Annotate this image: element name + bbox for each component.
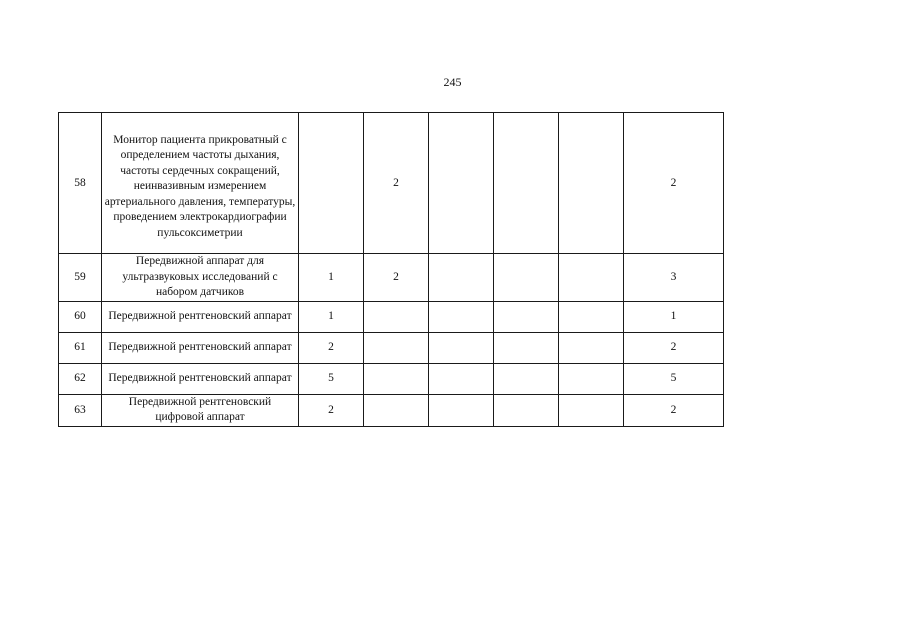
total-cell: 1 [624, 301, 724, 332]
quantity-cell [494, 332, 559, 363]
equipment-name-cell: Монитор пациента прикроватный с определением частоты дыхания, частоты сердечных сокращений, неинвазивным измерением артериального давления, температуры, проведением электрокардиографии пульсоксиметрии [102, 113, 299, 254]
quantity-cell [494, 363, 559, 394]
equipment-name-cell: Передвижной рентгеновский аппарат [102, 363, 299, 394]
equipment-name-cell: Передвижной рентгеновский аппарат [102, 332, 299, 363]
quantity-cell [364, 394, 429, 426]
quantity-cell [429, 332, 494, 363]
page-number: 245 [443, 75, 462, 89]
quantity-cell [559, 254, 624, 302]
quantity-cell [559, 301, 624, 332]
quantity-cell [429, 394, 494, 426]
quantity-cell [559, 394, 624, 426]
equipment-name-cell: Передвижной рентгеновский цифровой аппарат [102, 394, 299, 426]
total-cell: 2 [624, 394, 724, 426]
quantity-cell [559, 113, 624, 254]
quantity-cell: 2 [364, 254, 429, 302]
row-number-cell: 63 [59, 394, 102, 426]
total-cell: 5 [624, 363, 724, 394]
quantity-cell: 2 [299, 332, 364, 363]
quantity-cell [494, 394, 559, 426]
quantity-cell [494, 301, 559, 332]
table-row [59, 363, 724, 394]
quantity-cell: 1 [299, 301, 364, 332]
quantity-cell [559, 363, 624, 394]
quantity-cell: 2 [364, 113, 429, 254]
quantity-cell [559, 332, 624, 363]
quantity-cell: 5 [299, 363, 364, 394]
quantity-cell [364, 301, 429, 332]
row-number-cell: 59 [59, 254, 102, 302]
quantity-cell: 1 [299, 254, 364, 302]
quantity-cell [429, 254, 494, 302]
quantity-cell [494, 113, 559, 254]
row-number-cell: 61 [59, 332, 102, 363]
table-row [59, 332, 724, 363]
table-row [59, 113, 724, 254]
quantity-cell [494, 254, 559, 302]
row-number-cell: 58 [59, 113, 102, 254]
quantity-cell [299, 113, 364, 254]
quantity-cell [429, 113, 494, 254]
equipment-name-cell: Передвижной аппарат для ультразвуковых исследований с набором датчиков [102, 254, 299, 302]
row-number-cell: 62 [59, 363, 102, 394]
table-row [59, 301, 724, 332]
total-cell: 3 [624, 254, 724, 302]
table-row [59, 394, 724, 426]
row-number-cell: 60 [59, 301, 102, 332]
total-cell: 2 [624, 332, 724, 363]
equipment-name-cell: Передвижной рентгеновский аппарат [102, 301, 299, 332]
total-cell: 2 [624, 113, 724, 254]
quantity-cell: 2 [299, 394, 364, 426]
equipment-table [58, 112, 724, 427]
table-row [59, 254, 724, 302]
quantity-cell [429, 301, 494, 332]
quantity-cell [364, 332, 429, 363]
quantity-cell [364, 363, 429, 394]
quantity-cell [429, 363, 494, 394]
